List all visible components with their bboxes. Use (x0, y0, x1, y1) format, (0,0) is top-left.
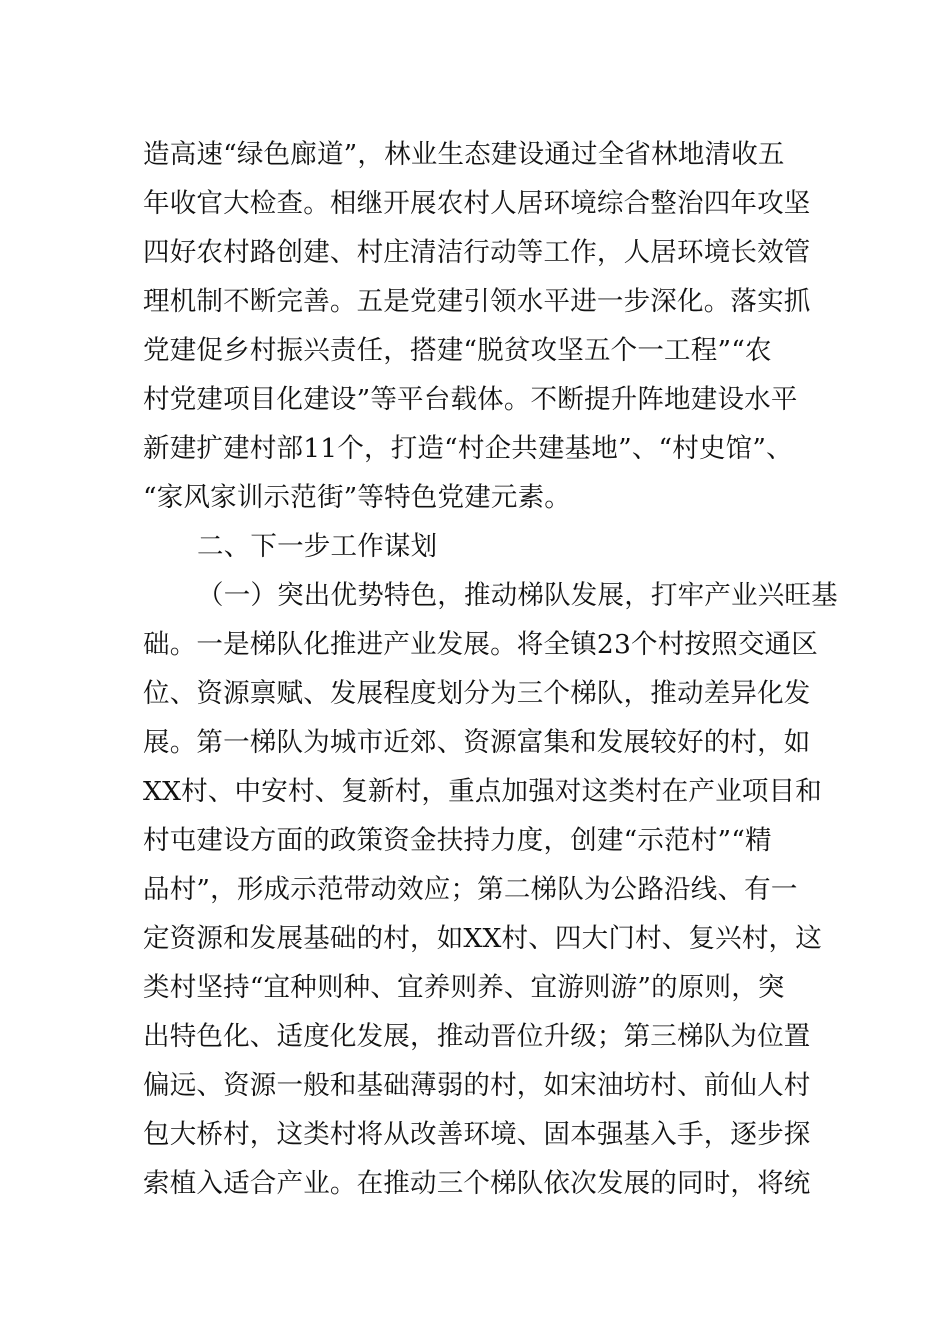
text-line: XX村、中安村、复新村，重点加强对这类村在产业项目和 (143, 776, 822, 807)
text-line: 包大桥村，这类村将从改善环境、固本强基入手，逐步探 (143, 1119, 811, 1150)
subsection-heading: （一）突出优势特色，推动梯队发展，打牢产业兴旺基 (197, 580, 838, 611)
text-line: 位、资源禀赋、发展程度划分为三个梯队，推动差异化发 (143, 678, 811, 709)
text-line: “家风家训示范街”等特色党建元素。 (143, 482, 571, 513)
text-line: 偏远、资源一般和基础薄弱的村，如宋油坊村、前仙人村 (143, 1070, 811, 1101)
text-line: 展。第一梯队为城市近郊、资源富集和发展较好的村，如 (143, 727, 811, 758)
text-line: 年收官大检查。相继开展农村人居环境综合整治四年攻坚 (143, 188, 811, 219)
text-line: 新建扩建村部11个，打造“村企共建基地”、“村史馆”、 (143, 433, 793, 464)
text-line: 理机制不断完善。五是党建引领水平进一步深化。落实抓 (143, 286, 811, 317)
text-line: 品村”，形成示范带动效应；第二梯队为公路沿线、有一 (143, 874, 798, 905)
text-line: 础。一是梯队化推进产业发展。将全镇23个村按照交通区 (143, 629, 818, 660)
text-line: 类村坚持“宜种则种、宜养则养、宜游则游”的原则，突 (143, 972, 785, 1003)
text-line: 出特色化、适度化发展，推动晋位升级；第三梯队为位置 (143, 1021, 811, 1052)
text-line: 村屯建设方面的政策资金扶持力度，创建“示范村”“精 (143, 825, 772, 856)
text-line: 四好农村路创建、村庄清洁行动等工作，人居环境长效管 (143, 237, 811, 268)
text-line: 索植入适合产业。在推动三个梯队依次发展的同时，将统 (143, 1168, 811, 1199)
text-line: 党建促乡村振兴责任，搭建“脱贫攻坚五个一工程”“农 (143, 335, 772, 366)
text-line: 定资源和发展基础的村，如XX村、四大门村、复兴村，这 (143, 923, 822, 954)
body-text (143, 130, 843, 1208)
text-line: 造高速“绿色廊道”，林业生态建设通过全省林地清收五 (143, 139, 785, 170)
text-line: 村党建项目化建设”等平台载体。不断提升阵地建设水平 (143, 384, 798, 415)
section-heading: 二、下一步工作谋划 (197, 531, 438, 562)
